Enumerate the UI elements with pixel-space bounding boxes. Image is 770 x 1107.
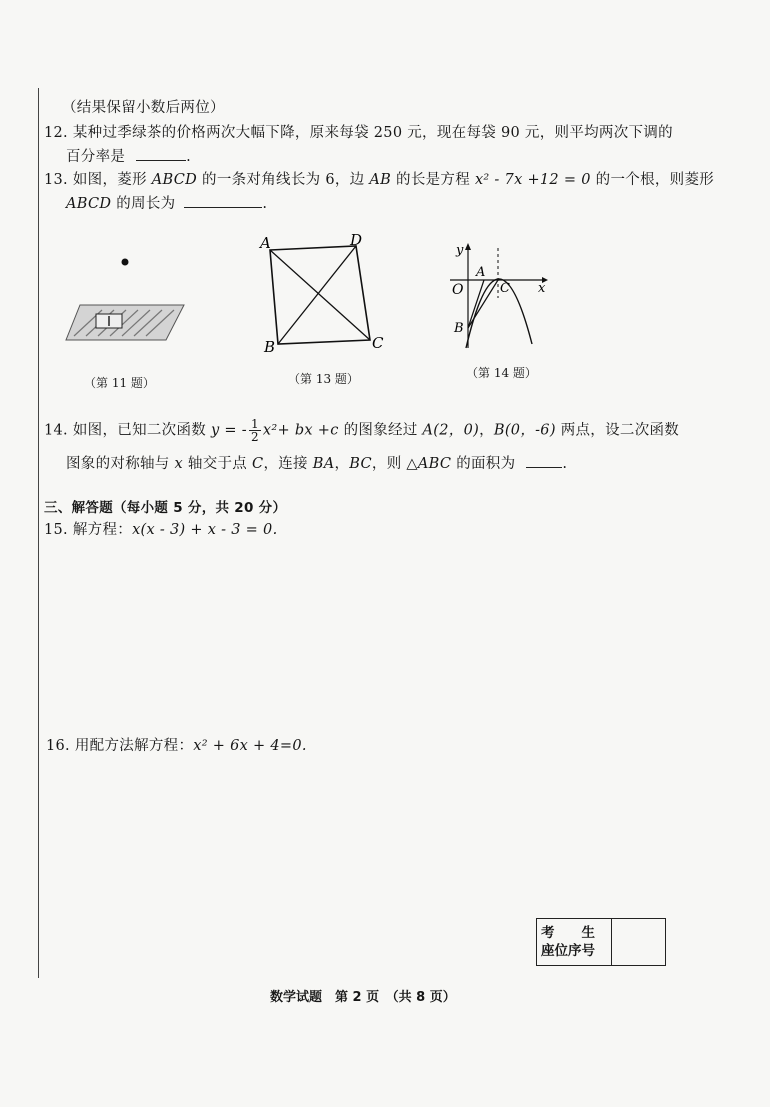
q14-sep: ， [479,422,494,439]
q13-rhombus-name-2: ABCD [66,196,112,212]
fraction-numerator: 1 [250,417,259,431]
caption-figure-13: （第 13 题） [288,372,359,386]
question-15 [44,518,277,539]
q13-side-name: AB [369,172,392,188]
q13-text-a: 13. 如图，菱形 [44,172,152,188]
q14-ba: BA [312,456,335,472]
q14-x-var: x [174,456,183,472]
q13-text-e: 的长是方程 [391,172,475,188]
q15-equation: x(x - 3) + x - 3 = 0. [132,522,278,538]
fraction-denominator: 2 [250,430,259,444]
vertex-label-a: A [260,234,271,252]
page-footer: 数学试题 第 2 页 （共 8 页） [270,990,456,1005]
result-precision-note: （结果保留小数后两位） [62,100,225,116]
caption-figure-11: （第 11 题） [84,376,155,390]
q14-rest-equation: x²+ bx +c [262,422,339,439]
q14-point-b: B(0，-6) [493,422,556,439]
q14-text-b: 的图象经过 [338,422,423,439]
question-13-period: . [262,196,268,212]
point-label-b: B [454,321,464,336]
q14-y-eq: y = - [210,422,247,439]
q15-answer-area[interactable] [40,540,660,730]
axis-label-x: x [538,281,546,296]
q14-point-a: A(2，0) [422,422,480,439]
question-13-line-1 [44,168,714,189]
q14-text-2c: ，连接 [263,456,313,472]
axis-label-y: y [456,243,464,258]
origin-label-o: O [452,282,464,298]
vertex-label-b: B [264,338,276,356]
seat-number-input[interactable] [612,919,665,965]
q13-rhombus-name: ABCD [151,172,198,188]
q14-text-a: 14. 如图，已知二次函数 [44,422,211,439]
caption-figure-14: （第 14 题） [466,366,537,380]
figure-14-parabola [446,238,556,350]
seat-label-line-1: 考 生 [541,925,595,941]
q16-prefix: 16. 用配方法解方程： [46,738,194,754]
figure-13-rhombus [258,232,390,356]
q14-text-2d: ，则 △ [371,456,418,472]
figure-11 [62,250,192,350]
seat-number-box [536,918,666,966]
q14-text-2e: 的面积为 [451,456,516,472]
binding-margin-line [38,88,39,978]
question-14-period: . [562,456,568,472]
q13-text-perimeter: 的周长为 [111,196,176,212]
question-14-line-2 [66,452,567,473]
seat-label-line-2: 座位序号 [541,943,595,959]
question-13-line-2 [66,192,267,213]
q16-equation: x² + 6x + 4=0. [193,738,307,754]
question-12-line-1: 12. 某种过季绿茶的价格两次大幅下降，原来每袋 250 元，现在每袋 90 元，则平均两次下调的 [44,125,673,141]
q14-c-var: C [252,456,264,472]
seat-number-label [537,919,612,965]
q16-answer-area[interactable] [40,756,660,906]
q14-comma: ， [334,456,350,472]
q14-abc: ABC [417,456,452,472]
q13-text-f: 的一个根，则菱形 [590,172,715,188]
vertex-label-d: D [350,232,363,249]
segment-ba [468,280,484,328]
question-12-line-2 [66,145,191,166]
q14-text-c: 两点，设二次函数 [555,422,680,439]
q14-fraction [249,418,261,443]
q14-text-2a: 图象的对称轴与 [66,456,175,472]
question-13-answer-blank[interactable] [184,195,262,208]
section-3-heading: 三、解答题（每小题 5 分，共 20 分） [44,500,287,516]
question-16 [46,734,307,755]
question-14-answer-blank[interactable] [526,455,562,468]
point-label-c: C [500,281,510,296]
vertex-label-c: C [372,334,384,352]
q13-equation: x² - 7x +12 = 0 [474,172,591,188]
point-label-a: A [476,265,486,280]
q14-text-2b: 轴交于点 [183,456,253,472]
rhombus-diagonal-bd [278,246,356,344]
question-12-answer-blank[interactable] [136,148,186,161]
rhombus-diagonal-ac [270,250,370,340]
segment-bc [468,280,498,328]
question-12-text: 百分率是 [66,149,126,165]
question-14-line-1 [44,418,679,443]
q14-bc: BC [349,456,372,472]
q13-text-c: 的一条对角线长为 6，边 [197,172,370,188]
figure-11-light-point [122,259,129,266]
question-12-period: . [186,149,192,165]
parabola-curve [466,279,532,348]
q15-prefix: 15. 解方程： [44,522,133,538]
